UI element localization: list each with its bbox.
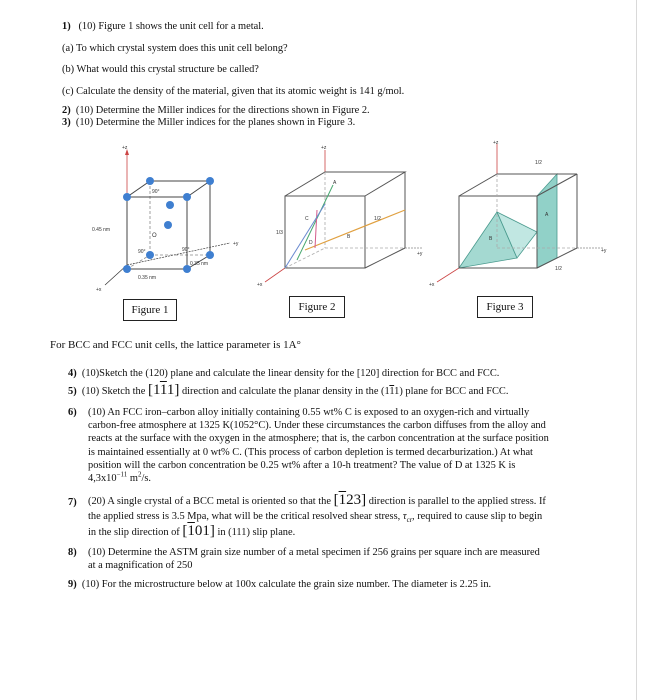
question-number: 4) <box>68 368 77 379</box>
question-number: (a) <box>62 43 74 54</box>
question-text: (20) A single crystal of a BCC metal is oriented so that the [123] direction is parallel to the applied stress. If <box>88 492 546 508</box>
question-number: 1) <box>62 21 71 32</box>
x-axis <box>437 268 459 282</box>
origin-label: O <box>152 233 157 239</box>
figure-3-caption: Figure 3 <box>477 296 533 318</box>
question-number: 3) <box>62 117 71 128</box>
axis-z-label: +z <box>321 145 327 151</box>
atom <box>183 193 191 201</box>
question-7-number: 7) <box>68 497 77 508</box>
x-axis <box>265 268 285 282</box>
question-number: 9) <box>68 579 77 590</box>
label-a: A <box>545 212 549 218</box>
question-9 <box>68 578 491 591</box>
atom <box>206 251 214 259</box>
question-5 <box>68 384 508 398</box>
direction-index: [111] <box>147 382 180 398</box>
question-text: position will the carbon concentration be 0.25 wt% after a 10-h treatment? The value of D at 1325 K is <box>88 459 516 471</box>
label-a: A <box>333 180 337 186</box>
question-1b <box>62 63 259 76</box>
question-7 <box>88 493 608 540</box>
question-number: (c) <box>62 86 74 97</box>
plane-a <box>537 174 557 268</box>
lattice-note: For BCC and FCC unit cells, the lattice parameter is 1A° <box>50 339 301 351</box>
atom <box>206 177 214 185</box>
angle-top-label: 90° <box>152 189 160 195</box>
figure-1-diagram <box>90 145 260 295</box>
width-dimension: 0.35 nm <box>138 275 157 281</box>
question-text: the applied stress is 3.5 Mpa, what will be the critical resolved shear stress, $\tau_{cr}$, required to cause slip to begin <box>88 511 543 525</box>
question-3 <box>62 116 355 129</box>
label-b: B <box>347 234 351 240</box>
question-text: 1) plane for BCC and FCC. <box>394 386 509 397</box>
cell-edge <box>127 181 150 197</box>
question-6-number: 6) <box>68 407 77 418</box>
figure-3-diagram <box>425 140 615 295</box>
question-text: What would this crystal structure be called? <box>76 64 259 75</box>
figure-2-diagram <box>255 140 435 295</box>
cube-top <box>459 174 577 196</box>
cell-front-face <box>127 197 187 269</box>
axis-y-label: +y <box>233 241 239 247</box>
figure-1-caption: Figure 1 <box>123 299 177 321</box>
question-text: Calculate the density of the material, given that its atomic weight is 141 g/mol. <box>76 86 405 97</box>
question-1 <box>62 20 264 33</box>
cube-edge <box>365 248 405 268</box>
fraction-label: 1/2 <box>555 266 562 272</box>
axis-y-label: +y <box>601 248 607 254</box>
depth-dimension: 0.35 nm <box>190 261 209 267</box>
question-text: carbon-free atmosphere at 1325 K(1052°C). Under these circumstances the carbon diffuses from the alloy and <box>88 420 546 432</box>
question-text: To which crystal system does this unit cell belong? <box>75 43 288 54</box>
question-6 <box>88 406 608 485</box>
question-1c <box>62 85 404 98</box>
question-text: (10) Determine the ASTM grain size number of a metal specimen if 256 grains per square inch are measured <box>88 547 540 558</box>
fraction-label: 1/2 <box>535 160 542 166</box>
page-edge <box>636 0 637 700</box>
question-8-number: 8) <box>68 547 77 558</box>
axis-x-label: +x <box>257 282 263 288</box>
axis-z-label: +z <box>493 140 499 146</box>
atom <box>146 177 154 185</box>
diffusion-coefficient: $4,3x10^{-11}$ $m^2/s$. <box>88 470 151 485</box>
cell-edge-hidden <box>127 255 150 269</box>
question-text: reacts at the surface with the oxygen in the atmosphere; that is, the carbon concentration at the surface position <box>88 433 549 445</box>
angle-right-label: 90° <box>182 247 190 253</box>
question-4 <box>68 367 499 380</box>
question-text: direction and calculate the planar density in the (1 <box>181 386 390 397</box>
question-text: (10) Determine the Miller indices for the directions shown in Figure 2. <box>75 105 370 116</box>
atom <box>146 251 154 259</box>
axis-x-label: +x <box>429 282 435 288</box>
question-text: (10) For the microstructure below at 100x calculate the grain size number. The diameter is 2.25 in. <box>81 579 492 590</box>
axis-x-label: +x <box>96 287 102 293</box>
fraction-label: 1/3 <box>276 230 283 236</box>
question-text: in the slip direction of [101] in (111) slip plane. <box>88 523 296 539</box>
question-text: (10) Sketch the <box>81 386 146 397</box>
atom-center <box>164 221 172 229</box>
label-c: C <box>305 216 309 222</box>
atom <box>123 193 131 201</box>
question-text: (10) An FCC iron–carbon alloy initially containing 0.55 wt% C is exposed to an oxygen-rich and virtually <box>88 407 530 418</box>
cube-top <box>285 172 405 196</box>
question-text: (10)Sketch the (120) plane and calculate the linear density for the [120] direction for BCC and FCC. <box>81 368 500 379</box>
question-text: (10) Figure 1 shows the unit cell for a metal. <box>78 21 264 32</box>
atom <box>123 265 131 273</box>
direction-c <box>315 210 317 248</box>
height-dimension: 0.45 nm <box>92 227 111 233</box>
angle-left-label: 90° <box>138 249 146 255</box>
fraction-label: 1/2 <box>374 216 381 222</box>
plane-index-bar: 1 <box>389 386 395 397</box>
direction-b <box>305 210 405 250</box>
question-1a <box>62 42 288 55</box>
figure-2-caption: Figure 2 <box>289 296 345 318</box>
atom <box>166 201 174 209</box>
question-8 <box>88 546 608 572</box>
label-d: D <box>309 240 313 246</box>
question-text: is maintained essentially at 0 wt% C. (This process of carbon depletion is termed decarburization.) At what <box>88 446 533 458</box>
question-text: (10) Determine the Miller indices for the planes shown in Figure 3. <box>75 117 356 128</box>
question-number: 5) <box>68 386 77 397</box>
question-number: (b) <box>62 64 75 75</box>
axis-y-label: +y <box>417 251 423 257</box>
cell-edge <box>187 181 210 197</box>
question-text: at a magnification of 250 <box>88 560 193 572</box>
axis-z-label: +z <box>122 145 128 151</box>
question-number: 2) <box>62 105 71 116</box>
label-b: B <box>489 236 493 242</box>
